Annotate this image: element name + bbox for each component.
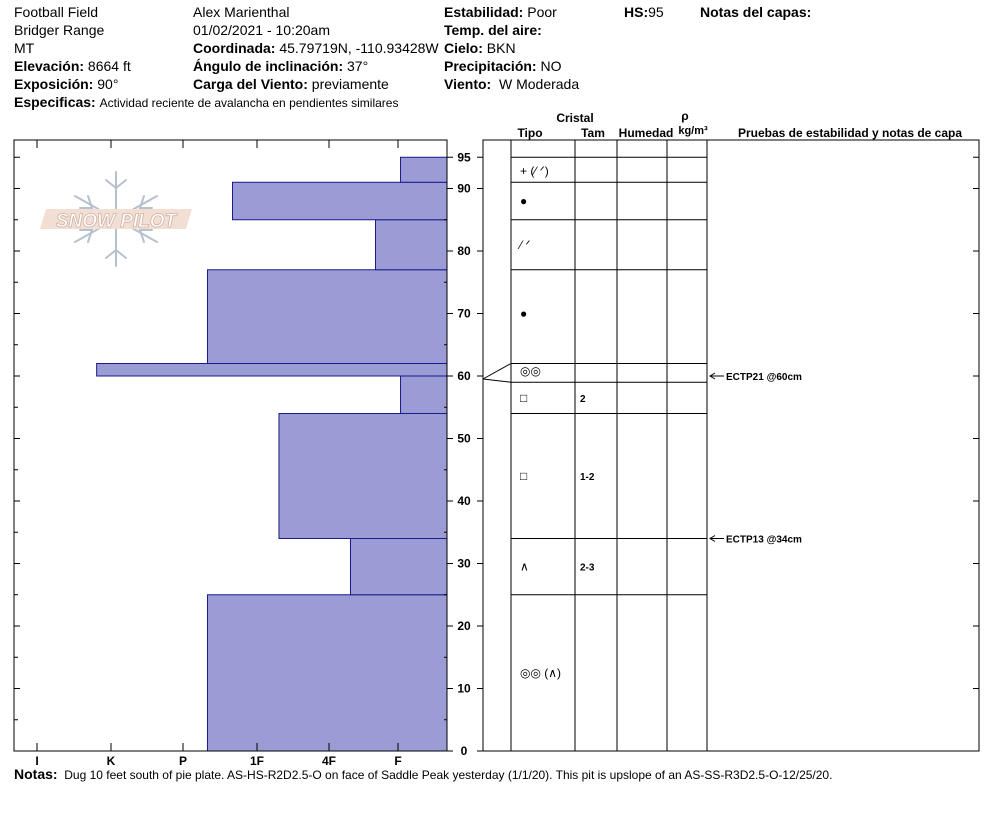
datetime: 01/02/2021 - 10:20am [193, 22, 330, 38]
y-tick-label: 95 [457, 150, 471, 165]
y-tick-label: 10 [457, 681, 471, 696]
coord-value: 45.79719N, -110.93428W [279, 40, 439, 56]
y-tick-label: 90 [457, 181, 471, 196]
state: MT [14, 40, 35, 56]
y-tick-label: 60 [457, 369, 471, 383]
crystal-type: ∧ [520, 559, 529, 574]
col-moisture: Humedad [618, 126, 674, 140]
test-label: ECTP21 @60cm [726, 372, 802, 383]
layer-connector [483, 364, 511, 380]
hardness-bar-2 [279, 414, 447, 539]
notes [14, 766, 832, 782]
crystal-type: □ [520, 390, 528, 405]
wind-label: Viento: [444, 76, 492, 92]
crystal-size: 2 [580, 393, 586, 405]
slope-value: 37° [347, 58, 369, 74]
hardness-bar-3 [401, 376, 447, 414]
test-label: ECTP13 @34cm [726, 534, 802, 546]
elevation-label: Elevación: [14, 58, 85, 74]
hs-label: HS: [624, 4, 649, 20]
hardness-bar-7 [233, 182, 448, 220]
crystal-type: ● [520, 194, 528, 208]
notes-label: Notas: [14, 766, 58, 782]
wind-value: W Moderada [498, 76, 580, 92]
x-tick-label: P [178, 754, 188, 768]
location: Football Field [14, 4, 99, 20]
hardness-bar-6 [376, 220, 448, 270]
precip-value: NO [540, 58, 562, 74]
sky-value: BKN [486, 40, 516, 56]
col-density-unit: kg/m³ [678, 125, 708, 137]
notes-text: Dug 10 feet south of pie plate. AS-HS-R2D2.5-O on face of Saddle Peak yesterday (1/1/20). This pit is upslope of an AS-SS-R3D2.5-O-12/25/20. [64, 768, 833, 782]
elevation-value: 8664 ft [87, 58, 131, 74]
crystal-type: □ [520, 469, 528, 483]
col-rho: ρ [681, 109, 689, 123]
hardness-bar-8 [401, 157, 447, 182]
stability-value: Poor [527, 4, 557, 20]
y-tick-label: 30 [457, 556, 471, 571]
coord-label: Coordinada: [193, 40, 276, 56]
stability-label: Estabilidad: [444, 4, 524, 20]
x-tick-label: 1F [249, 754, 265, 768]
range: Bridger Range [14, 22, 105, 38]
y-tick-label: 40 [457, 494, 471, 508]
x-tick-label: K [106, 754, 116, 768]
x-tick-label: F [394, 754, 402, 768]
crystal-type: ⁄ ᐟ [520, 237, 531, 252]
hs-value: 95 [648, 4, 664, 20]
crystal-type: ◎◎ [520, 364, 541, 378]
aspect-label: Exposición: [14, 76, 94, 92]
y-tick-label: 80 [457, 244, 471, 258]
hardness-bar-4 [97, 364, 447, 377]
layer-notes-title: Notas del capas: [700, 4, 812, 20]
x-tick-label: I [35, 754, 39, 768]
x-tick-label: 4F [321, 754, 337, 768]
precip-label: Precipitación: [444, 58, 537, 74]
layer-table-frame [483, 140, 979, 751]
y-tick-label: 50 [457, 431, 471, 446]
crystal-size: 2-3 [580, 562, 595, 574]
wind-load-label: Carga del Viento: [193, 76, 308, 92]
crystal-type: ◎◎ (∧) [520, 665, 562, 680]
col-tests: Pruebas de estabilidad y notas de capa [737, 126, 963, 140]
hardness-bar-5 [207, 270, 447, 364]
y-tick-label: 0 [460, 744, 468, 758]
aspect-value: 90° [97, 76, 119, 92]
col-crystal: Cristal [556, 111, 594, 125]
crystal-size: 1-2 [580, 472, 595, 483]
specifics-value: Actividad reciente de avalancha en pendientes similares [99, 96, 399, 110]
specifics-label: Especificas: [14, 94, 96, 110]
col-size: Tam [581, 126, 605, 140]
crystal-type: ● [520, 306, 528, 321]
wind-load-value: previamente [311, 76, 389, 92]
hardness-bar-1 [350, 539, 447, 595]
y-tick-label: 70 [457, 306, 471, 321]
slope-label: Ángulo de inclinación: [193, 58, 344, 74]
y-tick-label: 20 [457, 619, 471, 633]
snowpilot-logo [40, 172, 192, 266]
layer-connector [483, 379, 511, 382]
col-type: Tipo [517, 126, 543, 140]
logo-text: SNOW PILOT [55, 211, 177, 232]
sky-label: Cielo: [444, 40, 483, 56]
air-temp-label: Temp. del aire: [444, 22, 542, 38]
observer: Alex Marienthal [193, 4, 290, 20]
crystal-type: + (⁄ ᐟ) [520, 164, 549, 178]
hardness-bar-0 [207, 595, 447, 751]
